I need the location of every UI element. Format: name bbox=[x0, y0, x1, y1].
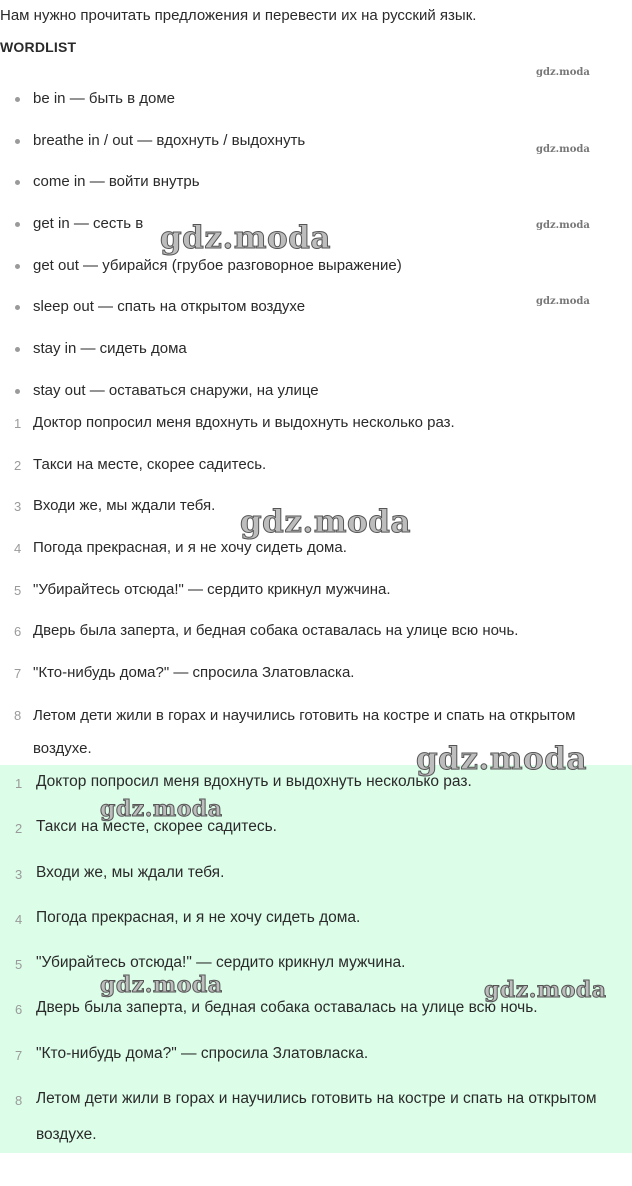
item-text: "Кто-нибудь дома?" — спросила Златовласка. bbox=[33, 664, 355, 682]
item-number: 3 bbox=[15, 866, 23, 882]
item-number: 1 bbox=[15, 776, 23, 791]
item-number: 4 bbox=[14, 541, 22, 557]
item-text: "Убирайтесь отсюда!" — сердито крикнул мужчина. bbox=[33, 580, 391, 598]
watermark: gdz.moda bbox=[160, 220, 331, 256]
item-number: 7 bbox=[15, 1047, 23, 1063]
wordlist-item-text: get in — сесть в bbox=[33, 215, 144, 233]
item-number: 3 bbox=[14, 499, 22, 515]
bullet-icon bbox=[15, 347, 20, 352]
wordlist-heading: WORDLIST bbox=[0, 39, 77, 55]
item-number: 8 bbox=[15, 1093, 23, 1109]
watermark: gdz.moda bbox=[100, 972, 223, 998]
watermark: gdz.moda bbox=[100, 796, 223, 822]
item-number: 2 bbox=[14, 457, 22, 473]
bullet-icon bbox=[15, 97, 20, 102]
watermark: gdz.moda bbox=[484, 977, 607, 1003]
item-number: 5 bbox=[15, 957, 23, 973]
item-text: Такси на месте, скорее садитесь. bbox=[33, 455, 267, 473]
item-text: Входи же, мы ждали тебя. bbox=[36, 863, 225, 881]
item-text: Погода прекрасная, и я не хочу сидеть дома. bbox=[33, 539, 347, 557]
bullet-icon bbox=[15, 305, 20, 310]
item-text: Доктор попросил меня вдохнуть и выдохнуть несколько раз. bbox=[33, 414, 455, 431]
watermark: gdz.moda bbox=[536, 220, 590, 231]
item-text: Доктор попросил меня вдохнуть и выдохнуть несколько раз. bbox=[36, 773, 472, 790]
item-number: 7 bbox=[14, 666, 22, 682]
watermark: gdz.moda bbox=[536, 144, 590, 155]
item-text: Погода прекрасная, и я не хочу сидеть дома. bbox=[36, 908, 361, 926]
item-text: Летом дети жили в горах и научились готовить на костре и спать на открытом воздухе. bbox=[36, 1090, 597, 1144]
wordlist-item-text: stay in — сидеть дома bbox=[33, 340, 187, 358]
item-text: Входи же, мы ждали тебя. bbox=[33, 497, 216, 515]
watermark: gdz.moda bbox=[536, 296, 590, 307]
item-text: Дверь была заперта, и бедная собака оставалась на улице всю ночь. bbox=[33, 622, 519, 640]
item-number: 8 bbox=[14, 707, 22, 723]
item-text: Дверь была заперта, и бедная собака оставалась на улице всю ночь. bbox=[36, 999, 538, 1017]
item-text: Летом дети жили в горах и научились готовить на костре и спать на открытом воздухе. bbox=[33, 706, 576, 757]
wordlist-item-text: sleep out — спать на открытом воздухе bbox=[33, 298, 306, 316]
wordlist-item-text: get out — убирайся (грубое разговорное выражение) bbox=[33, 256, 402, 274]
bullet-icon bbox=[15, 222, 20, 227]
watermark: gdz.moda bbox=[240, 504, 411, 540]
item-text: "Убирайтесь отсюда!" — сердито крикнул мужчина. bbox=[36, 954, 406, 972]
item-number: 2 bbox=[15, 821, 23, 837]
item-text: Такси на месте, скорее садитесь. bbox=[36, 818, 277, 836]
watermark: gdz.moda bbox=[536, 67, 590, 78]
wordlist-item-text: stay out — оставаться снаружи, на улице bbox=[33, 381, 319, 399]
wordlist-item-text: breathe in / out — вдохнуть / выдохнуть bbox=[33, 131, 306, 149]
watermark: gdz.moda bbox=[416, 741, 587, 777]
item-text: "Кто-нибудь дома?" — спросила Златовласка. bbox=[36, 1044, 369, 1062]
bullet-icon bbox=[15, 264, 20, 269]
item-number: 5 bbox=[14, 582, 22, 598]
wordlist-item-text: come in — войти внутрь bbox=[33, 173, 200, 191]
bullet-icon bbox=[15, 180, 20, 185]
wordlist-item-text: be in — быть в доме bbox=[33, 90, 175, 107]
item-number: 6 bbox=[15, 1002, 23, 1018]
item-number: 6 bbox=[14, 624, 22, 640]
bullet-icon bbox=[15, 139, 20, 144]
bullet-icon bbox=[15, 389, 20, 394]
intro-text: Нам нужно прочитать предложения и перевести их на русский язык. bbox=[0, 7, 477, 24]
item-number: 1 bbox=[14, 416, 22, 431]
item-number: 4 bbox=[15, 911, 23, 927]
